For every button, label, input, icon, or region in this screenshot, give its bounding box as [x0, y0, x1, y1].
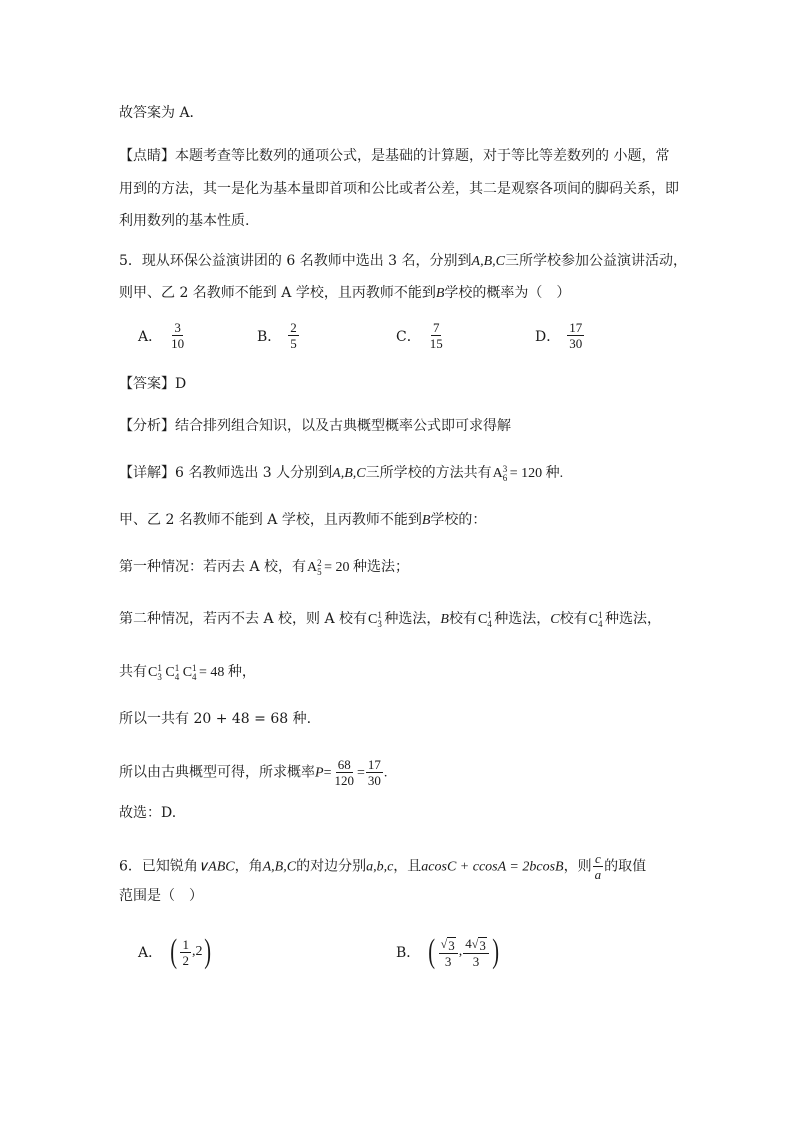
q6-option-b[interactable]: B． ( √ 3 3 , 4 √ 3 3 ) — [396, 935, 501, 969]
probability-line: 所以由古典概型可得，所求概率P= $\frac{68}{120}$ = $\frac{17}{30}$ . — [119, 757, 388, 788]
question-6-line-2: 范围是（ ） — [119, 888, 203, 904]
total-line: 共有C 1 3 C 1 4 C 1 4 = 48 种， — [119, 663, 256, 682]
fraction: $\frac{2}{5}$ — [290, 320, 297, 351]
fraction: $\frac{17}{30}$ — [569, 320, 583, 351]
answer-line: 【答案】D — [119, 376, 187, 392]
interval: ( √ 3 3 , 4 √ 3 3 ) — [428, 933, 499, 970]
comb-symbol: C 1 4 — [588, 610, 603, 629]
comb-symbol: C 1 4 — [182, 663, 197, 682]
fraction: $\frac{3}{10}$ — [171, 320, 185, 351]
analysis-line: 【分析】结合排列组合知识，以及古典概型概率公式即可求得解 — [119, 418, 511, 434]
case-2-line: 第二种情况，若丙不去 A 校，则 A 校有C 1 3 种选法，B校有C 1 4 种选法，C校有C 1 4 种选法， — [119, 610, 661, 629]
perm-symbol: A 3 6 — [492, 464, 508, 483]
comment-line-3: 利用数列的基本性质. — [119, 213, 250, 229]
fraction: $\frac{7}{15}$ — [429, 320, 443, 351]
sum-line: 所以一共有 20 + 48 = 68 种. — [119, 711, 312, 727]
fraction: $\frac{1}{2}$ — [182, 936, 189, 968]
comb-symbol: C 1 4 — [165, 663, 180, 682]
q5-option-d[interactable]: D． $\frac{17}{30}$ — [535, 320, 583, 351]
comb-symbol: C 1 3 — [148, 663, 162, 682]
q5-option-c[interactable]: C． $\frac{7}{15}$ — [396, 320, 443, 351]
interval: ( $\frac{1}{2}$ , 2 ) — [170, 933, 212, 970]
comment-line-1: 【点睛】本题考查等比数列的通项公式，是基础的计算题，对于等比等差数列的 小题，常 — [119, 148, 670, 164]
detail-line-1: 【详解】6 名教师选出 3 人分别到A,B,C三所学校的方法共有A 3 6 = 120 种. — [119, 464, 564, 483]
sqrt-symbol: √ 3 — [440, 936, 455, 953]
question-5-line-1: 5．现从环保公益演讲团的 6 名教师中选出 3 名，分别到A,B,C三所学校参加公益演讲活动， — [119, 253, 687, 269]
q5-option-a[interactable]: A． $\frac{3}{10}$ — [138, 320, 185, 351]
choice-line: 故选：D. — [119, 805, 177, 821]
fraction: $\frac{17}{30}$ — [367, 757, 381, 788]
comb-symbol: C 1 3 — [368, 610, 382, 629]
case-1-line: 第一种情况：若丙去 A 校，有A 2 5 = 20 种选法； — [119, 558, 410, 577]
comb-symbol: C 1 4 — [477, 610, 492, 629]
fraction: $\frac{c}{a}$ — [594, 851, 602, 882]
fraction: √ 3 3 — [439, 936, 458, 969]
fraction: 4 √ 3 3 — [463, 936, 489, 969]
sqrt-symbol: √ 3 — [471, 936, 486, 953]
fraction: $\frac{68}{120}$ — [334, 757, 354, 788]
comment-line-2: 用到的方法，其一是化为基本量即首项和公比或者公差，其二是观察各项间的脚码关系，即 — [119, 181, 679, 197]
case-intro-line: 甲、乙 2 名教师不能到 A 学校，且丙教师不能到B学校的： — [119, 512, 487, 528]
question-5-line-2: 则甲、乙 2 名教师不能到 A 学校，且丙教师不能到B学校的概率为（ ） — [119, 285, 571, 301]
question-6-line-1: 6．已知锐角∨ABC，角A,B,C的对边分别a,b,c，且acosC + ccosA = 2bcosB，则 $\frac{c}{a}$ 的取值 — [119, 851, 647, 882]
perm-symbol: A 2 5 — [307, 558, 322, 577]
answer-line-prev: 故答案为 A． — [119, 105, 204, 121]
q5-option-b[interactable]: B． $\frac{2}{5}$ — [257, 320, 297, 351]
q6-option-a[interactable]: A． ( $\frac{1}{2}$ , 2 ) — [138, 935, 214, 969]
